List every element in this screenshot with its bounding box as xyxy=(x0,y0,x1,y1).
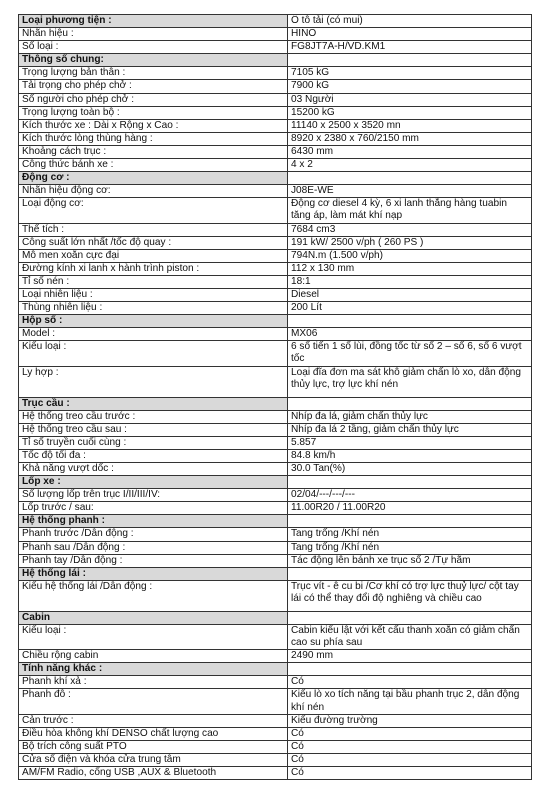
spec-value: Có xyxy=(288,727,532,740)
spec-label: Nhãn hiệu : xyxy=(19,28,288,41)
spec-label: Tỉ số nén : xyxy=(19,275,288,288)
spec-label: Số lượng lốp trên trục I/II/III/IV: xyxy=(19,489,288,502)
spec-label: Điều hòa không khí DENSO chất lượng cao xyxy=(19,727,288,740)
section-title: Hệ thống phanh : xyxy=(19,515,288,528)
spec-value: Tang trống /Khí nén xyxy=(288,528,532,541)
spec-label: Phanh tay /Dẫn động : xyxy=(19,554,288,567)
section-header-row xyxy=(19,611,532,624)
spec-value xyxy=(288,54,532,67)
spec-value: FG8JT7A-H/VD.KM1 xyxy=(288,41,532,54)
spec-value: 200 Lít xyxy=(288,302,532,315)
spec-row xyxy=(19,580,532,611)
spec-label: Tốc độ tối đa : xyxy=(19,449,288,462)
spec-row xyxy=(19,541,532,554)
spec-value: 30.0 Tan(%) xyxy=(288,463,532,476)
section-header-row xyxy=(19,515,532,528)
spec-value: 112 x 130 mm xyxy=(288,262,532,275)
spec-value: 4 x 2 xyxy=(288,159,532,172)
spec-rows xyxy=(19,15,532,780)
spec-label: Cản trước : xyxy=(19,714,288,727)
spec-value xyxy=(288,663,532,676)
spec-row xyxy=(19,366,532,397)
spec-value: MX06 xyxy=(288,328,532,341)
spec-value xyxy=(288,397,532,410)
spec-label: Kích thước lòng thùng hàng : xyxy=(19,132,288,145)
spec-value: Động cơ diesel 4 kỳ, 6 xi lanh thẳng hàng tuabin tăng áp, làm mát khí nạp xyxy=(288,198,532,223)
spec-value: Có xyxy=(288,676,532,689)
spec-row xyxy=(19,423,532,436)
spec-value: 02/04/---/---/--- xyxy=(288,489,532,502)
spec-row xyxy=(19,275,532,288)
spec-row xyxy=(19,714,532,727)
spec-value xyxy=(288,476,532,489)
spec-value: Tang trống /Khí nén xyxy=(288,541,532,554)
section-header-row xyxy=(19,476,532,489)
spec-row xyxy=(19,676,532,689)
spec-row xyxy=(19,528,532,541)
spec-label: Cửa sổ điện và khóa cửa trung tâm xyxy=(19,753,288,766)
spec-value: Nhíp đa lá 2 tầng, giảm chấn thủy lực xyxy=(288,423,532,436)
spec-label: Số người cho phép chở : xyxy=(19,93,288,106)
spec-row xyxy=(19,554,532,567)
spec-value: 03 Người xyxy=(288,93,532,106)
spec-value: Cabin kiểu lật với kết cấu thanh xoắn có giảm chấn cao su phía sau xyxy=(288,624,532,649)
spec-value: Kiểu lò xo tích năng tại bầu phanh trục 2, dẫn động khí nén xyxy=(288,689,532,714)
spec-row xyxy=(19,740,532,753)
spec-value: J08E-WE xyxy=(288,185,532,198)
spec-label: Ly hợp : xyxy=(19,366,288,397)
spec-label: Chiều rộng cabin xyxy=(19,650,288,663)
spec-row xyxy=(19,302,532,315)
section-title: Lốp xe : xyxy=(19,476,288,489)
spec-row xyxy=(19,145,532,158)
spec-row xyxy=(19,67,532,80)
spec-value: 15200 kG xyxy=(288,106,532,119)
spec-value xyxy=(288,172,532,185)
spec-row xyxy=(19,502,532,515)
spec-value: 6430 mm xyxy=(288,145,532,158)
spec-label: Trọng lượng bản thân : xyxy=(19,67,288,80)
spec-value: Có xyxy=(288,753,532,766)
spec-value: HINO xyxy=(288,28,532,41)
spec-row xyxy=(19,198,532,223)
spec-row xyxy=(19,624,532,649)
spec-label: Trọng lượng toàn bộ : xyxy=(19,106,288,119)
section-title: Loại phương tiện : xyxy=(19,15,288,28)
spec-row xyxy=(19,463,532,476)
spec-value: 7900 kG xyxy=(288,80,532,93)
spec-row xyxy=(19,159,532,172)
spec-label: Model : xyxy=(19,328,288,341)
spec-value xyxy=(288,515,532,528)
spec-value: 794N.m (1.500 v/ph) xyxy=(288,249,532,262)
spec-label: Đường kính xi lanh x hành trình piston : xyxy=(19,262,288,275)
section-header-row xyxy=(19,315,532,328)
spec-value: 7105 kG xyxy=(288,67,532,80)
spec-label: Tỉ số truyền cuối cùng : xyxy=(19,436,288,449)
spec-row xyxy=(19,41,532,54)
spec-row xyxy=(19,727,532,740)
spec-row xyxy=(19,93,532,106)
section-header-row xyxy=(19,567,532,580)
spec-row xyxy=(19,119,532,132)
spec-label: Tải trọng cho phép chở : xyxy=(19,80,288,93)
spec-value xyxy=(288,567,532,580)
spec-row xyxy=(19,650,532,663)
section-title: Thông số chung: xyxy=(19,54,288,67)
spec-value xyxy=(288,611,532,624)
spec-row xyxy=(19,489,532,502)
spec-label: Mô men xoắn cực đại xyxy=(19,249,288,262)
spec-table xyxy=(18,14,532,780)
spec-row xyxy=(19,185,532,198)
spec-row xyxy=(19,436,532,449)
spec-label: Kiểu hệ thống lái /Dẫn động : xyxy=(19,580,288,611)
spec-label: AM/FM Radio, cổng USB ,AUX & Bluetooth xyxy=(19,766,288,779)
spec-value: Loại đĩa đơn ma sát khô giảm chấn lò xo, dẫn động thủy lực, trợ lực khí nén xyxy=(288,366,532,397)
spec-label: Thùng nhiên liệu : xyxy=(19,302,288,315)
spec-label: Phanh trước /Dẫn động : xyxy=(19,528,288,541)
spec-label: Bộ trích công suất PTO xyxy=(19,740,288,753)
spec-label: Thể tích : xyxy=(19,223,288,236)
spec-value: Có xyxy=(288,740,532,753)
spec-row xyxy=(19,28,532,41)
spec-value: 6 số tiến 1 số lùi, đồng tốc từ số 2 – số 6, số 6 vượt tốc xyxy=(288,341,532,366)
spec-label: Loại nhiên liệu : xyxy=(19,288,288,301)
spec-row xyxy=(19,106,532,119)
spec-value: Diesel xyxy=(288,288,532,301)
spec-value: 191 kW/ 2500 v/ph ( 260 PS ) xyxy=(288,236,532,249)
section-header-row xyxy=(19,172,532,185)
spec-row xyxy=(19,132,532,145)
spec-value xyxy=(288,315,532,328)
spec-label: Công suất lớn nhất /tốc độ quay : xyxy=(19,236,288,249)
spec-row xyxy=(19,288,532,301)
spec-row xyxy=(19,80,532,93)
spec-row xyxy=(19,766,532,779)
spec-value: Ô tô tải (có mui) xyxy=(288,15,532,28)
spec-value: 2490 mm xyxy=(288,650,532,663)
spec-value: 84.8 km/h xyxy=(288,449,532,462)
spec-value: Nhíp đa lá, giảm chấn thủy lực xyxy=(288,410,532,423)
spec-label: Nhãn hiệu động cơ: xyxy=(19,185,288,198)
spec-label: Khả năng vượt dốc : xyxy=(19,463,288,476)
spec-label: Hệ thống treo cầu sau : xyxy=(19,423,288,436)
spec-value: Tác động lên bánh xe trục số 2 /Tự hãm xyxy=(288,554,532,567)
section-header-row xyxy=(19,397,532,410)
spec-row xyxy=(19,328,532,341)
spec-label: Kiểu loại : xyxy=(19,341,288,366)
section-header-row xyxy=(19,54,532,67)
section-title: Cabin xyxy=(19,611,288,624)
section-title: Trục cầu : xyxy=(19,397,288,410)
spec-label: Hệ thống treo cầu trước : xyxy=(19,410,288,423)
spec-label: Kích thước xe : Dài x Rộng x Cao : xyxy=(19,119,288,132)
spec-row xyxy=(19,236,532,249)
spec-label: Lốp trước / sau: xyxy=(19,502,288,515)
spec-value: Kiểu đường trường xyxy=(288,714,532,727)
spec-value: 5.857 xyxy=(288,436,532,449)
spec-value: Có xyxy=(288,766,532,779)
spec-label: Số loại : xyxy=(19,41,288,54)
spec-value: 18:1 xyxy=(288,275,532,288)
section-title: Hệ thống lái : xyxy=(19,567,288,580)
spec-value: 11140 x 2500 x 3520 mn xyxy=(288,119,532,132)
spec-label: Phanh khí xả : xyxy=(19,676,288,689)
spec-row xyxy=(19,410,532,423)
spec-row xyxy=(19,249,532,262)
section-title: Hộp số : xyxy=(19,315,288,328)
spec-row xyxy=(19,689,532,714)
spec-row xyxy=(19,753,532,766)
section-header-row xyxy=(19,15,532,28)
spec-label: Kiểu loại : xyxy=(19,624,288,649)
spec-label: Phanh sau /Dẫn động : xyxy=(19,541,288,554)
spec-row xyxy=(19,341,532,366)
spec-row xyxy=(19,262,532,275)
spec-value: 7684 cm3 xyxy=(288,223,532,236)
spec-value: 8920 x 2380 x 760/2150 mm xyxy=(288,132,532,145)
spec-row xyxy=(19,449,532,462)
spec-value: 11.00R20 / 11.00R20 xyxy=(288,502,532,515)
spec-label: Công thức bánh xe : xyxy=(19,159,288,172)
section-title: Tính năng khác : xyxy=(19,663,288,676)
spec-label: Khoảng cách trục : xyxy=(19,145,288,158)
spec-label: Phanh đỗ : xyxy=(19,689,288,714)
section-title: Động cơ : xyxy=(19,172,288,185)
section-header-row xyxy=(19,663,532,676)
spec-row xyxy=(19,223,532,236)
spec-value: Trục vít - ê cu bi /Cơ khí có trợ lực thuỷ lực/ cột tay lái có thể thay đổi độ nghiêng và chiều cao xyxy=(288,580,532,611)
spec-label: Loại động cơ: xyxy=(19,198,288,223)
